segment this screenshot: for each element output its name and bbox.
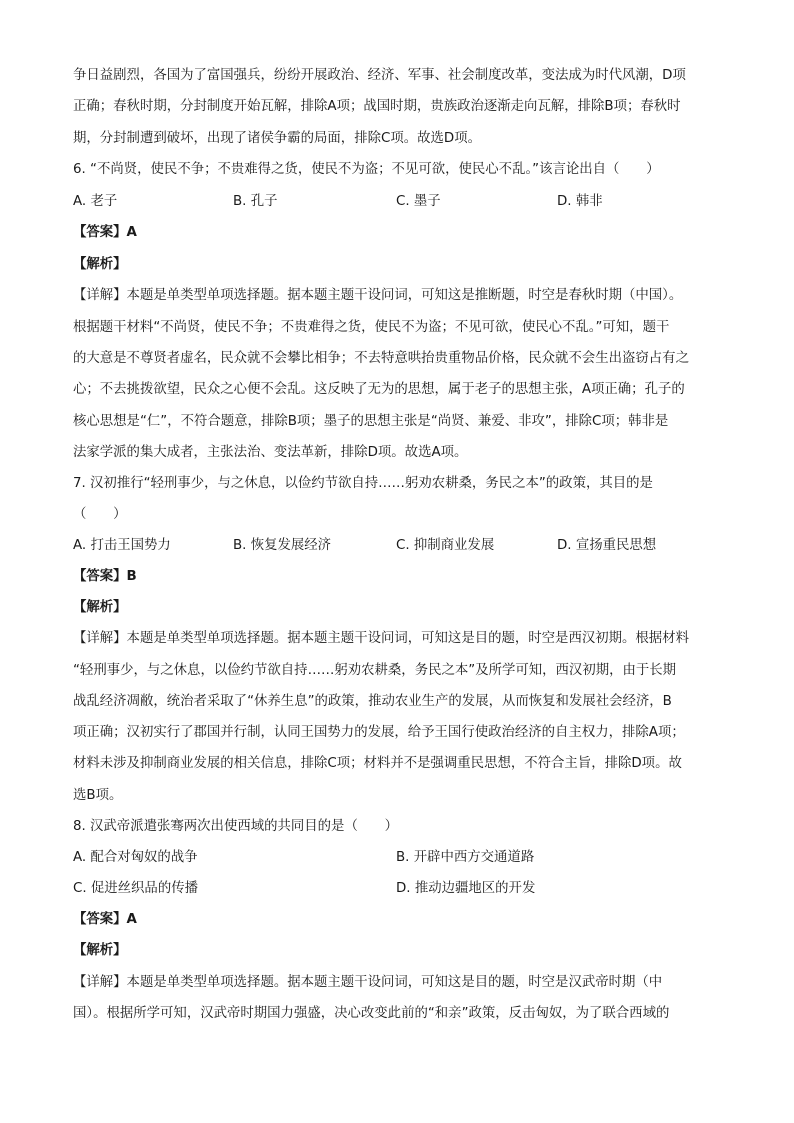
paragraph-line: 争日益剧烈，各国为了富国强兵，纷纷开展政治、经济、军事、社会制度改革，变法成为时代风潮，D项 — [73, 68, 686, 83]
paragraph-line: 正确；春秋时期，分封制度开始瓦解，排除A项；战国时期，贵族政治逐渐走向瓦解，排除B项；春秋时 — [73, 99, 681, 114]
q6-detail-line: 心；不去挑拨欲望，民众之心便不会乱。这反映了无为的思想，属于老子的思想主张，A项正确；孔子的 — [73, 382, 685, 397]
q6-detail-line: 法家学派的集大成者，主张法治、变法革新，排除D项。故选A项。 — [73, 445, 468, 460]
q7-analysis-label: 【解析】 — [73, 600, 127, 615]
q6-option-b: B. 孔子 — [233, 194, 278, 209]
q6-detail-line: 核心思想是“仁”，不符合题意，排除B项；墨子的思想主张是“尚贤、兼爱、非攻”，排除C项；韩非是 — [73, 414, 669, 429]
q8-detail-line: 【详解】本题是单类型单项选择题。据本题主题干设问词，可知这是目的题，时空是汉武帝时期（中 — [73, 975, 663, 990]
q7-detail-line: “轻刑事少，与之休息，以俭约节欲自持……躬劝农耕桑，务民之本”及所学可知，西汉初期，由于长期 — [73, 663, 677, 678]
question-6-stem: 6. “不尚贤，使民不争；不贵难得之货，使民不为盗；不见可欲，使民心不乱。”该言论出自（ ） — [73, 162, 660, 177]
q6-answer: 【答案】A — [73, 225, 137, 240]
q7-answer: 【答案】B — [73, 569, 137, 584]
q6-analysis-label: 【解析】 — [73, 257, 127, 272]
question-7-stem: （ ） — [73, 507, 127, 522]
q7-option-b: B. 恢复发展经济 — [233, 538, 332, 553]
paragraph-line: 期，分封制遭到破坏，出现了诸侯争霸的局面，排除C项。故选D项。 — [73, 131, 481, 146]
q6-detail-line: 的大意是不尊贤者虚名，民众就不会攀比相争；不去特意哄抬贵重物品价格，民众就不会生出盗窃占有之 — [73, 351, 689, 366]
q6-detail-line: 【详解】本题是单类型单项选择题。据本题主题干设问词，可知这是推断题，时空是春秋时期（中国）。 — [73, 288, 683, 303]
q7-detail-line: 战乱经济凋敝，统治者采取了“休养生息”的政策，推动农业生产的发展，从而恢复和发展社会经济，B — [73, 694, 672, 709]
question-8-stem: 8. 汉武帝派遣张骞两次出使西域的共同目的是（ ） — [73, 819, 399, 834]
q7-option-a: A. 打击王国势力 — [73, 538, 171, 553]
q7-detail-line: 选B项。 — [73, 788, 123, 803]
q8-option-b: B. 开辟中西方交通道路 — [396, 850, 535, 865]
q8-option-c: C. 促进丝织品的传播 — [73, 881, 198, 896]
q6-option-c: C. 墨子 — [396, 194, 441, 209]
q8-answer: 【答案】A — [73, 912, 137, 927]
q7-detail-line: 材料未涉及抑制商业发展的相关信息，排除C项；材料并不是强调重民思想，不符合主旨，排除D项。故 — [73, 756, 682, 771]
q6-detail-line: 根据题干材料“不尚贤，使民不争；不贵难得之货，使民不为盗；不见可欲，使民心不乱。”可知，题干 — [73, 320, 670, 335]
q8-option-a: A. 配合对匈奴的战争 — [73, 850, 198, 865]
q6-option-d: D. 韩非 — [557, 194, 603, 209]
q7-detail-line: 【详解】本题是单类型单项选择题。据本题主题干设问词，可知这是目的题，时空是西汉初期。根据材料 — [73, 631, 689, 646]
q8-detail-line: 国）。根据所学可知，汉武帝时期国力强盛，决心改变此前的“和亲”政策，反击匈奴，为了联合西域的 — [73, 1006, 670, 1021]
q7-option-d: D. 宣扬重民思想 — [557, 538, 657, 553]
q8-option-d: D. 推动边疆地区的开发 — [396, 881, 536, 896]
q7-option-c: C. 抑制商业发展 — [396, 538, 495, 553]
q8-analysis-label: 【解析】 — [73, 943, 127, 958]
q6-option-a: A. 老子 — [73, 194, 118, 209]
question-7-stem: 7. 汉初推行“轻刑事少，与之休息，以俭约节欲自持……躬劝农耕桑，务民之本”的政策，其目的是 — [73, 476, 653, 491]
q7-detail-line: 项正确；汉初实行了郡国并行制，认同王国势力的发展，给予王国行使政治经济的自主权力，排除A项； — [73, 725, 685, 740]
